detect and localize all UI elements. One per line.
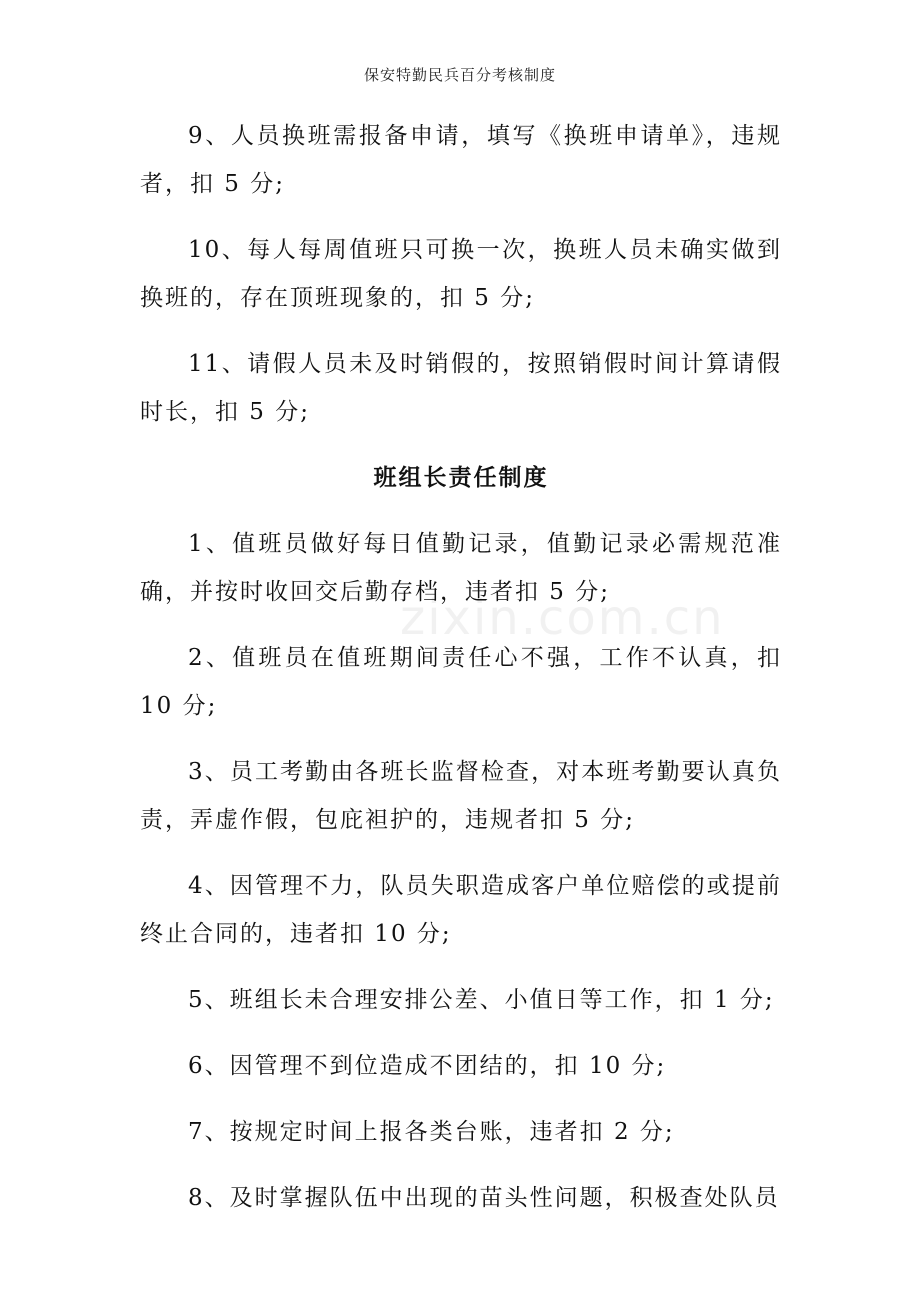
rule-item: 3、员工考勤由各班长监督检查，对本班考勤要认真负责，弄虚作假，包庇袒护的，违规者扣 5 分; [140,759,782,833]
running-header: 保安特勤民兵百分考核制度 [363,66,556,84]
document-body [140,112,782,1240]
rule-item: 10、每人每周值班只可换一次，换班人员未确实做到换班的，存在顶班现象的，扣 5 分; [140,237,782,311]
section-title: 班组长责任制度 [373,464,549,491]
rule-item: 2、值班员在值班期间责任心不强，工作不认真，扣 10 分; [140,645,782,719]
rule-item: 6、因管理不到位造成不团结的，扣 10 分; [188,1053,667,1079]
rule-item: 7、按规定时间上报各类台账，违者扣 2 分; [188,1119,675,1145]
rule-item: 1、值班员做好每日值勤记录，值勤记录必需规范准确，并按时收回交后勤存档，违者扣 5 分; [140,531,782,605]
watermark: zixin.com.cn [400,590,725,646]
rule-item: 9、人员换班需报备申请，填写《换班申请单》，违规者，扣 5 分; [140,123,782,197]
rule-item: 11、请假人员未及时销假的，按照销假时间计算请假时长，扣 5 分; [140,351,782,425]
rule-item: 8、及时掌握队伍中出现的苗头性问题，积极查处队员 [188,1185,780,1211]
rule-item: 4、因管理不力，队员失职造成客户单位赔偿的或提前终止合同的，违者扣 10 分; [140,873,782,947]
rule-item: 5、班组长未合理安排公差、小值日等工作，扣 1 分; [188,987,775,1013]
